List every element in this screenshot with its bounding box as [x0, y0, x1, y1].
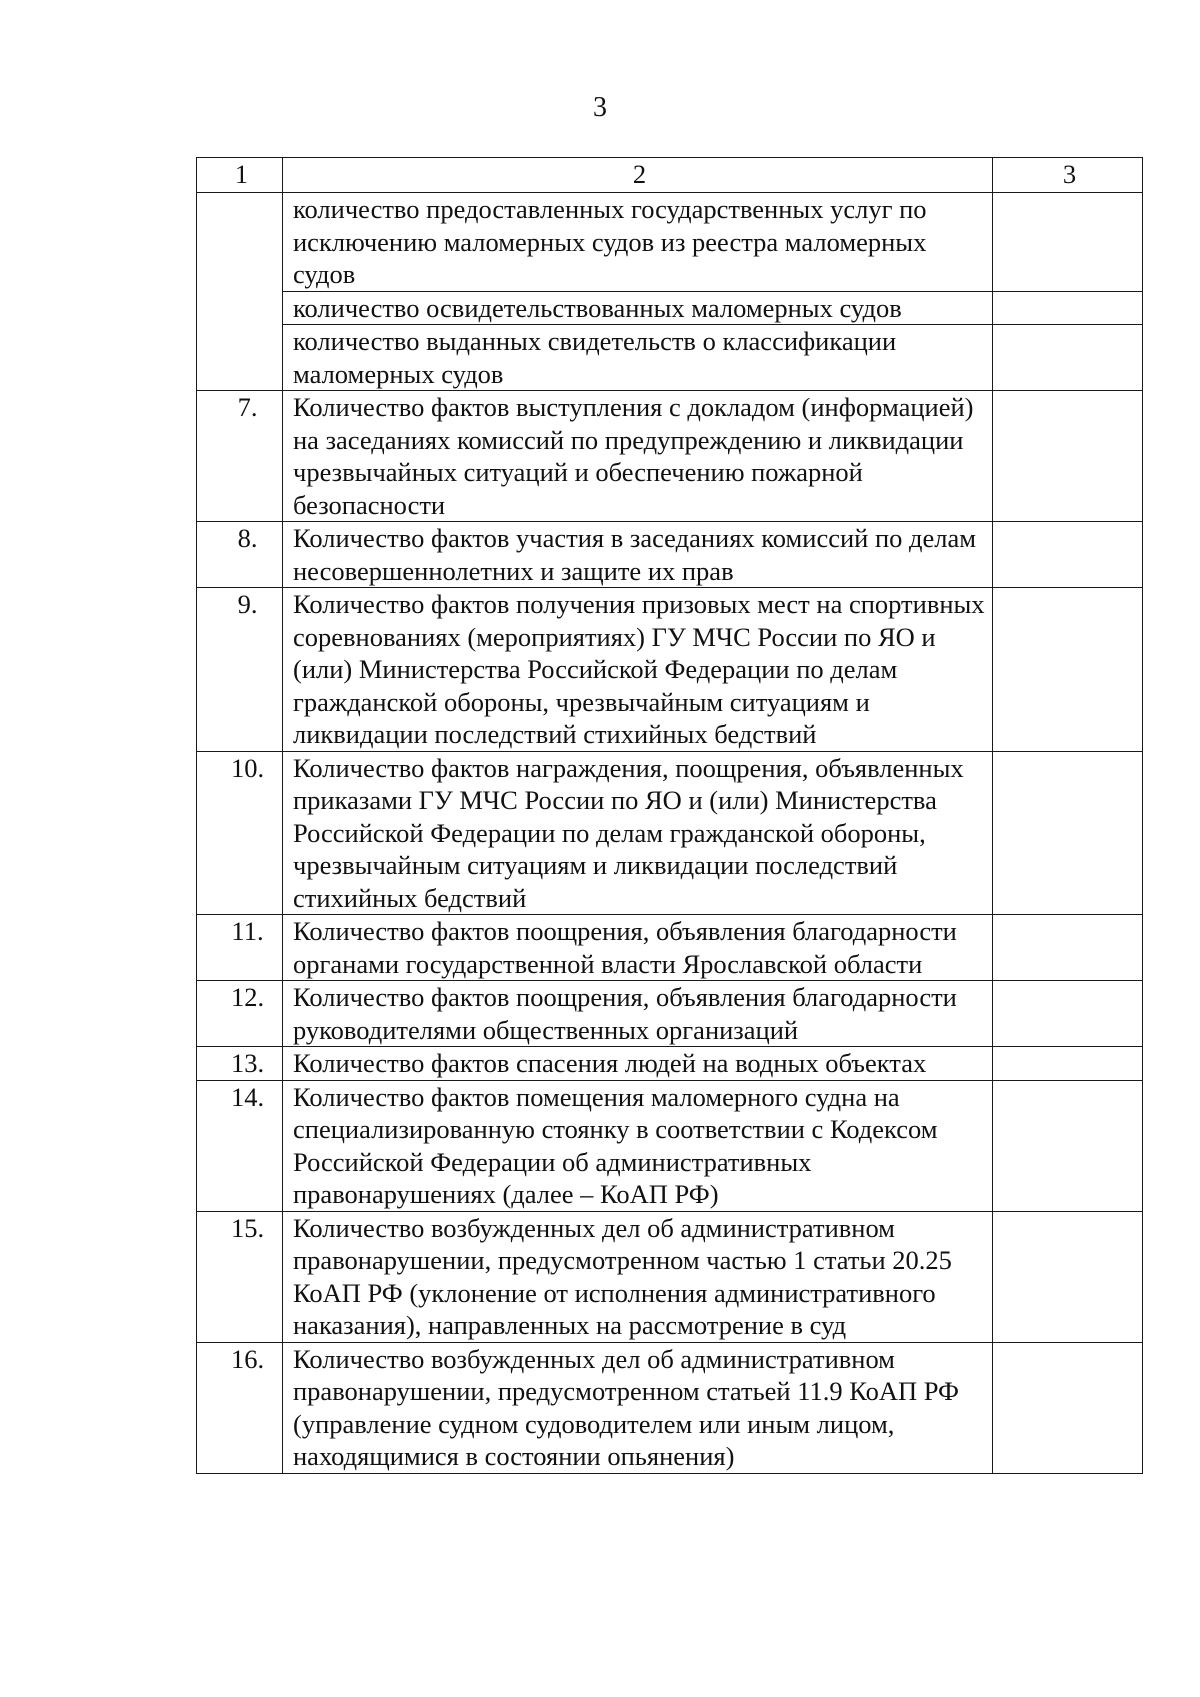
header-col-3: 3 — [993, 158, 1143, 193]
row-text: Количество фактов помещения маломерного судна на специализированную стоянку в соответствии с Кодексом Российской Федерации об административных правонарушениях (далее – КоАП РФ) — [283, 1080, 993, 1211]
indicators-table — [196, 157, 1143, 1474]
row-number: 12. — [197, 981, 283, 1047]
row-number: 14. — [197, 1080, 283, 1211]
table-row — [197, 291, 1143, 325]
row-text: Количество возбужденных дел об административном правонарушении, предусмотренном частью 1 статьи 20.25 КоАП РФ (уклонение от исполнения административного наказания), направленных на рассмотрение в суд — [283, 1211, 993, 1342]
row-text: Количество фактов спасения людей на водных объектах — [283, 1047, 993, 1081]
row-text: Количество фактов поощрения, объявления благодарности руководителями общественных организаций — [283, 981, 993, 1047]
continuation-text-cell: количество освидетельствованных маломерных судов — [283, 291, 993, 325]
row-text: Количество фактов получения призовых мест на спортивных соревнованиях (мероприятиях) ГУ МЧС России по ЯО и (или) Министерства Российской Федерации по делам гражданской обороны, чрезвычайным ситуациям и ликвидации последствий стихийных бедствий — [283, 588, 993, 752]
value-cell — [993, 325, 1143, 391]
row-number: 8. — [197, 522, 283, 588]
header-col-1: 1 — [197, 158, 283, 193]
table-row — [197, 391, 1143, 522]
continuation-number-cell — [197, 193, 283, 391]
row-number: 15. — [197, 1211, 283, 1342]
table-row — [197, 981, 1143, 1047]
table-header-row — [197, 158, 1143, 193]
table-row — [197, 1047, 1143, 1081]
continuation-text-cell: количество выданных свидетельств о классификации маломерных судов — [283, 325, 993, 391]
value-cell — [993, 915, 1143, 981]
page-number: 3 — [593, 92, 607, 123]
value-cell — [993, 1047, 1143, 1081]
table-row — [197, 751, 1143, 915]
value-cell — [993, 751, 1143, 915]
row-number: 9. — [197, 588, 283, 752]
value-cell — [993, 1080, 1143, 1211]
row-text: Количество фактов выступления с докладом (информацией) на заседаниях комиссий по предупреждению и ликвидации чрезвычайных ситуаций и обеспечению пожарной безопасности — [283, 391, 993, 522]
table-row — [197, 915, 1143, 981]
value-cell — [993, 981, 1143, 1047]
row-number: 7. — [197, 391, 283, 522]
continuation-text-cell: количество предоставленных государственных услуг по исключению маломерных судов из реестра маломерных судов — [283, 193, 993, 292]
value-cell — [993, 522, 1143, 588]
row-text: Количество фактов участия в заседаниях комиссий по делам несовершеннолетних и защите их прав — [283, 522, 993, 588]
value-cell — [993, 588, 1143, 752]
value-cell — [993, 391, 1143, 522]
table-row — [197, 1211, 1143, 1342]
table-row — [197, 1342, 1143, 1473]
table-row — [197, 1080, 1143, 1211]
table-row — [197, 193, 1143, 292]
row-number: 10. — [197, 751, 283, 915]
row-text: Количество фактов поощрения, объявления благодарности органами государственной власти Ярославской области — [283, 915, 993, 981]
row-number: 13. — [197, 1047, 283, 1081]
table-row — [197, 325, 1143, 391]
table-row — [197, 588, 1143, 752]
value-cell — [993, 1342, 1143, 1473]
row-text: Количество фактов награждения, поощрения, объявленных приказами ГУ МЧС России по ЯО и (или) Министерства Российской Федерации по делам гражданской обороны, чрезвычайным ситуациям и ликвидации последствий стихийных бедствий — [283, 751, 993, 915]
row-number: 11. — [197, 915, 283, 981]
table-row — [197, 522, 1143, 588]
value-cell — [993, 291, 1143, 325]
value-cell — [993, 1211, 1143, 1342]
row-text: Количество возбужденных дел об административном правонарушении, предусмотренном статьей 11.9 КоАП РФ (управление судном судоводителем или иным лицом, находящимися в состоянии опьянения) — [283, 1342, 993, 1473]
row-number: 16. — [197, 1342, 283, 1473]
value-cell — [993, 193, 1143, 292]
header-col-2: 2 — [283, 158, 993, 193]
